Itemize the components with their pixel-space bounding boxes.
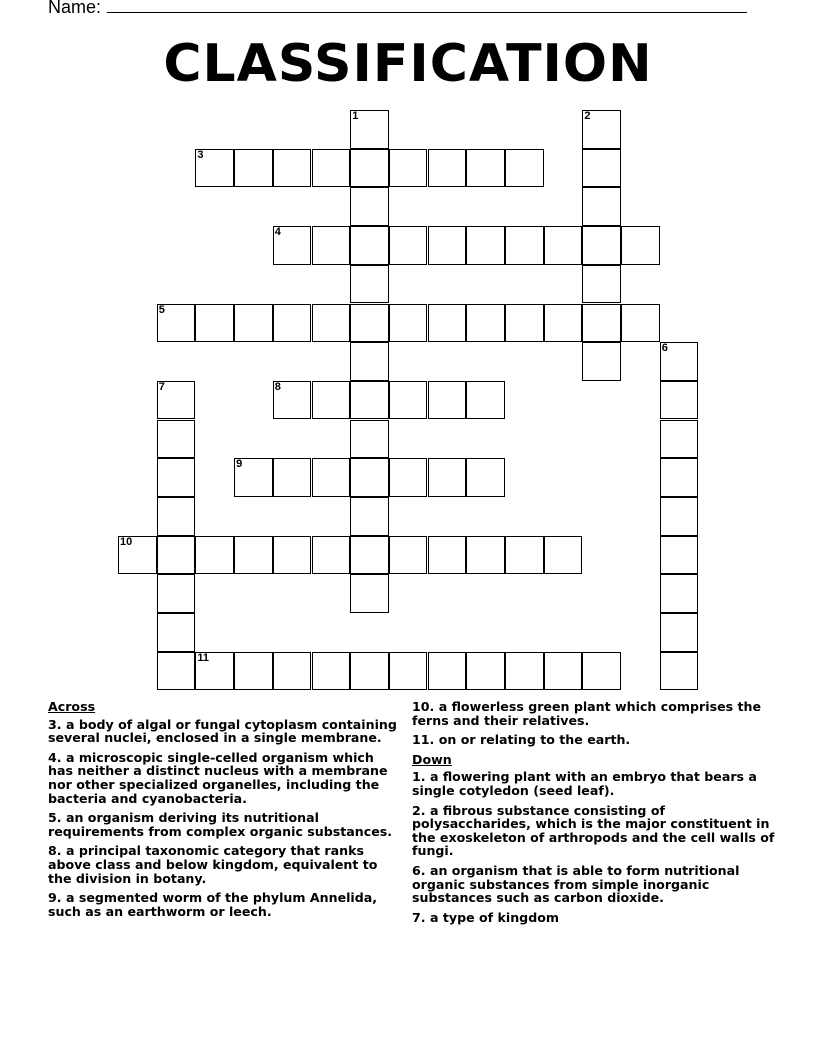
grid-cell[interactable] [428, 226, 467, 265]
clue-across-8: 8. a principal taxonomic category that ranks above class and below kingdom, equivalent to the division in botany. [48, 843, 378, 886]
cell-number: 1 [352, 110, 359, 122]
grid-cell[interactable] [350, 420, 389, 459]
grid-cell[interactable] [660, 420, 699, 459]
grid-cell[interactable] [544, 304, 583, 343]
grid-cell[interactable] [582, 265, 621, 304]
grid-cell[interactable] [505, 149, 544, 188]
grid-cell[interactable] [582, 110, 621, 149]
grid-cell[interactable] [273, 458, 312, 497]
across-header: Across [48, 699, 96, 714]
grid-cell[interactable] [273, 652, 312, 691]
name-label: Name: [48, 0, 102, 17]
grid-cell[interactable] [273, 381, 312, 420]
cell-number: 10 [120, 535, 133, 548]
grid-cell[interactable] [621, 304, 660, 343]
grid-cell[interactable] [195, 149, 234, 188]
clue-down-7: 7. a type of kingdom [412, 909, 559, 925]
cell-number: 6 [661, 342, 668, 355]
grid-cell[interactable] [157, 574, 196, 613]
grid-cell[interactable] [195, 652, 234, 691]
grid-cell[interactable] [350, 342, 389, 381]
page-title: CLASSIFICATION [163, 34, 653, 94]
grid-cell[interactable] [389, 652, 428, 691]
clue-down-6: 6. an organism that is able to form nutritional organic substances from simple inorganic substances such as carbon dioxide. [412, 862, 740, 906]
grid-cell[interactable] [234, 304, 273, 343]
grid-cell[interactable] [505, 652, 544, 691]
grid-cell[interactable] [582, 226, 621, 265]
cell-number: 8 [274, 380, 281, 393]
grid-cell[interactable] [660, 613, 699, 652]
grid-cell[interactable] [157, 652, 196, 691]
grid-cell[interactable] [428, 458, 467, 497]
grid-cell[interactable] [466, 381, 505, 420]
cell-number: 9 [236, 458, 243, 471]
clues-right-column [412, 700, 780, 930]
cell-number: 11 [197, 651, 210, 664]
grid-cell[interactable] [273, 226, 312, 265]
grid-cell[interactable] [660, 574, 699, 613]
grid-cell[interactable] [350, 536, 389, 575]
clue-across-10: 10. a flowerless green plant which comprises the ferns and their relatives. [412, 699, 762, 728]
clue-across-5: 5. an organism deriving its nutritional requirements from complex organic substances. [48, 810, 393, 839]
grid-cell[interactable] [660, 342, 699, 381]
grid-cell[interactable] [350, 149, 389, 188]
grid-cell[interactable] [195, 304, 234, 343]
grid-cell[interactable] [466, 226, 505, 265]
clue-down-1: 1. a flowering plant with an embryo that bears a single cotyledon (seed leaf). [412, 769, 757, 798]
grid-cell[interactable] [389, 226, 428, 265]
grid-cell[interactable] [350, 381, 389, 420]
grid-cell[interactable] [350, 304, 389, 343]
grid-cell[interactable] [466, 536, 505, 575]
grid-cell[interactable] [273, 304, 312, 343]
grid-cell[interactable] [660, 381, 699, 420]
grid-cell[interactable] [312, 458, 351, 497]
grid-cell[interactable] [157, 420, 196, 459]
grid-cell[interactable] [350, 458, 389, 497]
grid-cell[interactable] [234, 149, 273, 188]
clue-across-11: 11. on or relating to the earth. [412, 732, 631, 748]
cell-number: 7 [158, 380, 165, 393]
down-header: Down [412, 751, 452, 767]
cell-number: 4 [274, 226, 281, 239]
grid-cell[interactable] [157, 613, 196, 652]
cell-number: 2 [584, 110, 591, 122]
grid-cell[interactable] [350, 226, 389, 265]
grid-cell[interactable] [428, 536, 467, 575]
clue-across-9: 9. a segmented worm of the phylum Annelida, such as an earthworm or leech. [48, 890, 378, 919]
grid-cell[interactable] [350, 497, 389, 536]
grid-cell[interactable] [505, 536, 544, 575]
grid-cell[interactable] [428, 304, 467, 343]
grid-cell[interactable] [544, 226, 583, 265]
grid-cell[interactable] [428, 381, 467, 420]
grid-cell[interactable] [157, 304, 196, 343]
clue-across-3: 3. a body of algal or fungal cytoplasm containing several nuclei, enclosed in a single membrane. [48, 716, 397, 746]
grid-cell[interactable] [466, 458, 505, 497]
clue-down-2: 2. a fibrous substance consisting of polysaccharides, which is the major constituent in the exoskeleton of arthropods and the cell walls of fungi. [412, 802, 775, 859]
cell-number: 5 [158, 303, 165, 316]
grid-cell[interactable] [582, 187, 621, 226]
grid-cell[interactable] [582, 342, 621, 381]
grid-cell[interactable] [234, 536, 273, 575]
grid-cell[interactable] [312, 652, 351, 691]
grid-cell[interactable] [389, 149, 428, 188]
grid-cell[interactable] [350, 574, 389, 613]
grid-cell[interactable] [428, 652, 467, 691]
grid-cell[interactable] [466, 149, 505, 188]
grid-cell[interactable] [428, 149, 467, 188]
grid-cell[interactable] [195, 536, 234, 575]
grid-cell[interactable] [389, 536, 428, 575]
grid-cell[interactable] [582, 304, 621, 343]
grid-cell[interactable] [157, 536, 196, 575]
grid-cell[interactable] [621, 226, 660, 265]
cell-number: 3 [197, 148, 204, 161]
grid-cell[interactable] [234, 652, 273, 691]
grid-cell[interactable] [582, 652, 621, 691]
name-field [48, 0, 747, 18]
clue-across-4: 4. a microscopic single-celled organism which has neither a distinct nucleus with a membrane nor other specialized organelles, including the bacteria and cyanobacteria. [48, 749, 388, 806]
grid-cell[interactable] [118, 536, 157, 575]
grid-cell[interactable] [157, 458, 196, 497]
grid-cell[interactable] [505, 226, 544, 265]
grid-cell[interactable] [312, 381, 351, 420]
grid-cell[interactable] [157, 497, 196, 536]
grid-cell[interactable] [660, 458, 699, 497]
grid-cell[interactable] [312, 304, 351, 343]
grid-cell[interactable] [350, 652, 389, 691]
grid-cell[interactable] [350, 265, 389, 304]
grid-cell[interactable] [660, 652, 699, 691]
clues-left-column [48, 700, 400, 924]
grid-cell[interactable] [660, 536, 699, 575]
grid-cell[interactable] [466, 304, 505, 343]
name-blank-line[interactable] [107, 0, 747, 13]
grid-cell[interactable] [389, 458, 428, 497]
grid-cell[interactable] [660, 497, 699, 536]
grid-cell[interactable] [273, 536, 312, 575]
grid-cell[interactable] [544, 652, 583, 691]
grid-cell[interactable] [389, 304, 428, 343]
grid-cell[interactable] [234, 458, 273, 497]
grid-cell[interactable] [312, 149, 351, 188]
grid-cell[interactable] [312, 536, 351, 575]
grid-cell[interactable] [389, 381, 428, 420]
grid-cell[interactable] [582, 149, 621, 188]
grid-cell[interactable] [157, 381, 196, 420]
grid-cell[interactable] [505, 304, 544, 343]
grid-cell[interactable] [544, 536, 583, 575]
grid-cell[interactable] [466, 652, 505, 691]
grid-cell[interactable] [273, 149, 312, 188]
grid-cell[interactable] [350, 110, 389, 149]
grid-cell[interactable] [312, 226, 351, 265]
grid-cell[interactable] [350, 187, 389, 226]
